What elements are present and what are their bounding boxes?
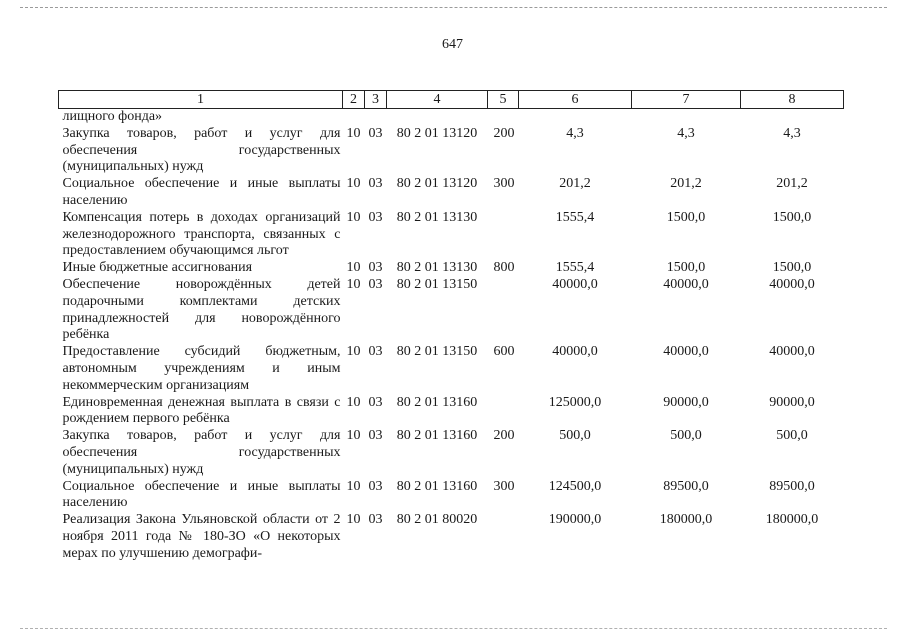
row-target-code: 80 2 01 13160 xyxy=(396,394,478,410)
table-row xyxy=(59,512,844,562)
row-section: 10 xyxy=(346,478,361,494)
row-amount-col6: 40000,0 xyxy=(552,276,598,292)
row-name: Обеспечение новорождённых детей подарочными комплектами детских принадлежностей для новорождённого ребёнка xyxy=(62,276,341,343)
row-subsection: 03 xyxy=(368,428,383,444)
table-row xyxy=(59,260,844,277)
row-name: лищного фонда» xyxy=(62,109,163,124)
row-subsection: 03 xyxy=(368,344,383,360)
row-name: Предоставление субсидий бюджетным, автономным учреждениям и иным некоммерческим организациям xyxy=(62,344,341,393)
row-target-code: 80 2 01 13150 xyxy=(396,276,478,292)
column-header: 3 xyxy=(365,91,387,109)
row-amount-col8: 1500,0 xyxy=(772,260,812,276)
column-header: 2 xyxy=(343,91,365,109)
row-target-code: 80 2 01 13130 xyxy=(396,260,478,276)
row-amount-col6: 201,2 xyxy=(559,176,591,192)
row-amount-col7 xyxy=(632,109,741,126)
row-amount-col7: 500,0 xyxy=(670,428,702,444)
row-name: Социальное обеспечение и иные выплаты населению xyxy=(62,478,341,511)
row-amount-col7: 40000,0 xyxy=(663,276,709,292)
row-amount-col6: 40000,0 xyxy=(552,344,598,360)
row-section: 10 xyxy=(346,176,361,192)
row-subsection: 03 xyxy=(368,209,383,225)
column-header: 7 xyxy=(632,91,741,109)
row-amount-col8: 201,2 xyxy=(776,176,808,192)
row-section: 10 xyxy=(346,394,361,410)
row-amount-col8 xyxy=(741,109,844,126)
row-expense-type xyxy=(488,210,519,260)
row-name: Закупка товаров, работ и услуг для обеспечения государственных (муниципальных) нужд xyxy=(62,428,341,477)
row-amount-col7: 89500,0 xyxy=(663,478,709,494)
table-header-row xyxy=(59,91,844,109)
table-row xyxy=(59,428,844,478)
row-subsection: 03 xyxy=(368,125,383,141)
table-row xyxy=(59,210,844,260)
row-expense-type xyxy=(488,395,519,429)
row-amount-col6 xyxy=(519,109,632,126)
row-section: 10 xyxy=(346,512,361,528)
row-name: Компенсация потерь в доходах организаций железнодорожного транспорта, связанных с предоставлением обучающимся льгот xyxy=(62,209,341,259)
row-amount-col6: 500,0 xyxy=(559,428,591,444)
row-expense-type: 800 xyxy=(493,260,515,276)
row-section: 10 xyxy=(346,428,361,444)
table-row xyxy=(59,277,844,344)
table-row xyxy=(59,395,844,429)
row-target-code: 80 2 01 13120 xyxy=(396,176,478,192)
row-name: Реализация Закона Ульяновской области от 2 ноября 2011 года № 180-ЗО «О некоторых мерах по улучшению демографи- xyxy=(62,512,341,561)
column-header: 6 xyxy=(519,91,632,109)
row-subsection: 03 xyxy=(368,478,383,494)
row-target-code xyxy=(387,109,488,126)
row-expense-type: 600 xyxy=(493,344,515,360)
column-header: 8 xyxy=(741,91,844,109)
table-row xyxy=(59,479,844,513)
scan-edge-bottom xyxy=(20,628,887,629)
row-amount-col8: 4,3 xyxy=(783,125,801,141)
row-amount-col7: 1500,0 xyxy=(666,260,706,276)
row-amount-col7: 4,3 xyxy=(677,125,695,141)
row-target-code: 80 2 01 13160 xyxy=(396,428,478,444)
row-amount-col7: 1500,0 xyxy=(666,209,706,225)
row-amount-col6: 4,3 xyxy=(566,125,584,141)
row-target-code: 80 2 01 13150 xyxy=(396,344,478,360)
row-name: Единовременная денежная выплата в связи с рождением первого ребёнка xyxy=(62,394,341,427)
row-amount-col6: 125000,0 xyxy=(548,394,602,410)
row-target-code: 80 2 01 13130 xyxy=(396,209,478,225)
row-section: 10 xyxy=(346,260,361,276)
row-amount-col7: 90000,0 xyxy=(663,394,709,410)
row-subsection xyxy=(365,109,387,126)
row-amount-col8: 180000,0 xyxy=(765,512,819,528)
row-amount-col6: 1555,4 xyxy=(555,260,595,276)
column-header: 1 xyxy=(59,91,343,109)
row-expense-type xyxy=(488,109,519,126)
row-subsection: 03 xyxy=(368,176,383,192)
row-section: 10 xyxy=(346,344,361,360)
row-expense-type: 200 xyxy=(493,428,515,444)
row-expense-type: 200 xyxy=(493,125,515,141)
row-amount-col8: 1500,0 xyxy=(772,209,812,225)
row-amount-col7: 201,2 xyxy=(670,176,702,192)
row-amount-col6: 1555,4 xyxy=(555,209,595,225)
table-row xyxy=(59,109,844,126)
row-section: 10 xyxy=(346,125,361,141)
table-row xyxy=(59,176,844,210)
row-section: 10 xyxy=(346,276,361,292)
row-amount-col8: 40000,0 xyxy=(769,344,815,360)
row-expense-type xyxy=(488,512,519,562)
row-amount-col8: 89500,0 xyxy=(769,478,815,494)
row-target-code: 80 2 01 13120 xyxy=(396,125,478,141)
row-subsection: 03 xyxy=(368,512,383,528)
row-amount-col8: 40000,0 xyxy=(769,276,815,292)
row-subsection: 03 xyxy=(368,260,383,276)
row-target-code: 80 2 01 80020 xyxy=(396,512,478,528)
row-expense-type: 300 xyxy=(493,478,515,494)
table-row xyxy=(59,126,844,176)
row-name: Социальное обеспечение и иные выплаты населению xyxy=(62,176,341,208)
row-name: Закупка товаров, работ и услуг для обеспечения государственных (муниципальных) нужд xyxy=(62,125,341,175)
page-number: 647 xyxy=(442,37,463,52)
row-section xyxy=(343,109,365,126)
column-header: 4 xyxy=(387,91,488,109)
table-body xyxy=(59,109,844,563)
row-subsection: 03 xyxy=(368,394,383,410)
column-header: 5 xyxy=(488,91,519,109)
row-amount-col7: 40000,0 xyxy=(663,344,709,360)
row-expense-type: 300 xyxy=(493,176,515,192)
row-target-code: 80 2 01 13160 xyxy=(396,478,478,494)
row-amount-col7: 180000,0 xyxy=(659,512,713,528)
scan-edge-top xyxy=(20,7,887,8)
row-amount-col6: 124500,0 xyxy=(548,478,602,494)
row-subsection: 03 xyxy=(368,276,383,292)
table-row xyxy=(59,344,844,394)
row-amount-col6: 190000,0 xyxy=(548,512,602,528)
row-expense-type xyxy=(488,277,519,344)
row-name: Иные бюджетные ассигнования xyxy=(62,260,253,276)
row-section: 10 xyxy=(346,209,361,225)
row-amount-col8: 90000,0 xyxy=(769,394,815,410)
row-amount-col8: 500,0 xyxy=(776,428,808,444)
budget-table xyxy=(58,90,844,563)
